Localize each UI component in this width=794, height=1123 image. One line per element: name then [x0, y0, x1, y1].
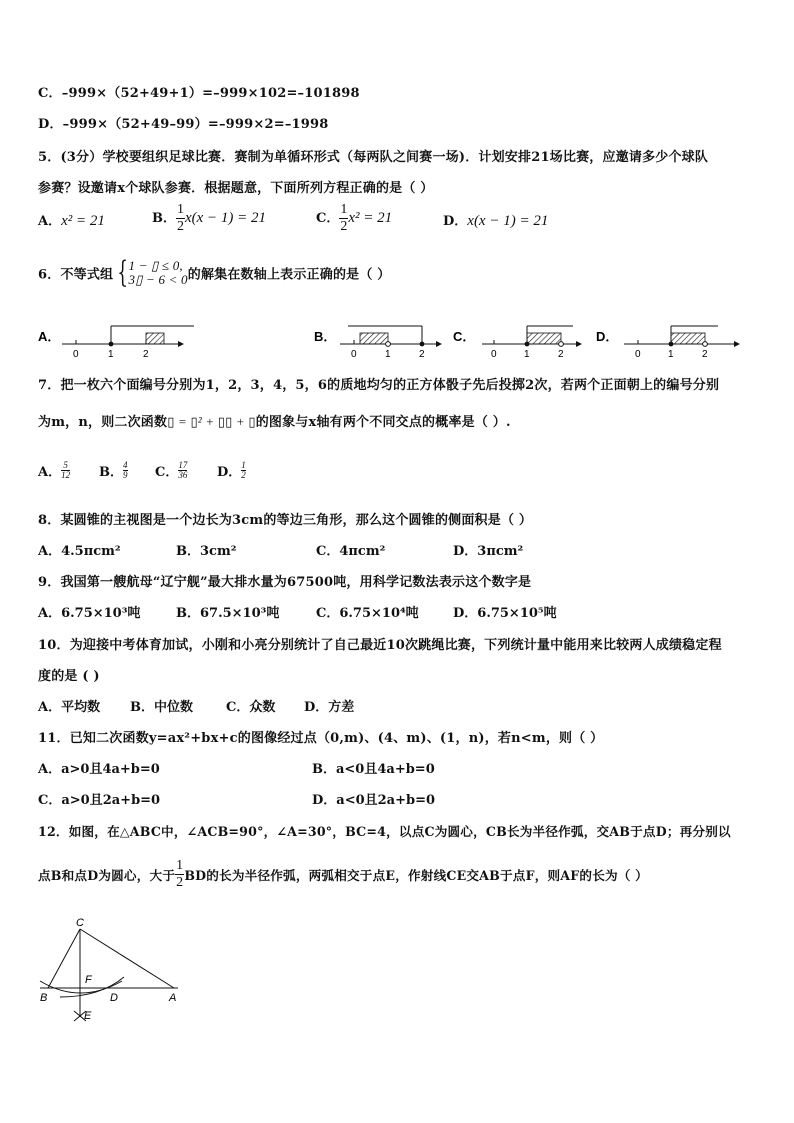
q5-option-b-fraction: $\frac{1}{2}$: [177, 202, 184, 234]
q11-option-c: C．a>0且2a+b=0: [38, 793, 161, 808]
q11-option-d: D．a<0且2a+b=0: [312, 793, 436, 808]
q5-option-a-label: A．: [38, 214, 62, 229]
tick-label: 2: [143, 349, 149, 360]
q10-option-d: D．方差: [304, 700, 355, 715]
q6-option-b-label: B．: [314, 329, 337, 344]
q12-stem-line2-prefix: 点B和点D为圆心，大于: [38, 868, 176, 883]
q4-option-c: C．–999×（52+49+1）=–999×102=–101898: [38, 86, 360, 101]
brace-icon: {: [117, 255, 129, 290]
q5-stem-line2: 参赛？设邀请x个球队参赛．根据题意，下面所列方程正确的是（ ）: [38, 181, 434, 196]
q11-stem: 11．已知二次函数y=ax²+bx+c的图像经过点（0,m)、(4、m)、(1，n)，若n<m，则（ ）: [38, 731, 604, 746]
q7-option-c: C． $\frac{17}{36}$: [155, 460, 188, 480]
q8-option-b: B．3cm²: [176, 544, 237, 559]
q8-stem: 8．某圆锥的主视图是一个边长为3cm的等边三角形，那么这个圆锥的侧面积是（ ）: [38, 513, 533, 528]
q6-option-d-numberline: [624, 326, 740, 360]
q6-option-c-label: C．: [453, 329, 476, 344]
q9-option-d: D．6.75×10⁵吨: [453, 606, 557, 621]
q5-option-c-label: C．: [316, 211, 340, 226]
q7-stem-line2-prefix: 为m，n，则二次函数: [38, 415, 168, 430]
q5-option-d-equation: x(x − 1) = 21: [467, 213, 549, 229]
arrow-right-icon: [576, 341, 582, 347]
q5-option-d: [443, 210, 548, 230]
q8-option-a: A．4.5πcm²: [38, 544, 121, 559]
tick-label: 0: [635, 349, 641, 360]
q10-option-a: A．平均数: [38, 700, 101, 715]
tick-label: 1: [524, 349, 530, 360]
tick-label: 1: [668, 349, 674, 360]
tick-label: 1: [385, 349, 391, 360]
arrow-right-icon: [178, 341, 184, 347]
label-b: B: [40, 992, 48, 1004]
q5-option-c: [316, 202, 392, 235]
q5-option-b-label: B．: [152, 211, 176, 226]
q6-system: [129, 259, 188, 287]
tick-label: 2: [558, 349, 564, 360]
q5-option-d-label: D．: [443, 214, 468, 229]
q7-option-b-fraction: $\frac{4}{9}$: [123, 460, 128, 480]
q5-option-b: [152, 202, 266, 235]
q11-option-a: A．a>0且4a+b=0: [38, 762, 160, 777]
q6-stem: [38, 255, 391, 290]
q7-stem-line1: 7．把一枚六个面编号分别为1，2，3，4，5，6的质地均匀的正方体骰子先后投掷2次，若两个正面朝上的编号分别: [38, 378, 720, 393]
tick-label: 0: [491, 349, 497, 360]
q10-option-c: C．众数: [226, 700, 276, 715]
q9-option-c: C．6.75×10⁴吨: [316, 606, 419, 621]
q5-option-b-equation: x(x − 1) = 21: [185, 210, 267, 226]
q7-stem-line2-suffix: 的图象与x轴有两个不同交点的概率是（ ）.: [255, 415, 511, 430]
q12-figure: [30, 915, 230, 1045]
triangle-side-cb: [48, 929, 80, 988]
q7-option-c-fraction: $\frac{17}{36}$: [178, 460, 188, 480]
q6-option-c-numberline: [482, 326, 582, 360]
q9-stem: 9．我国第一艘航母“辽宁舰”最大排水量为67500吨，用科学记数法表示这个数字是: [38, 575, 532, 590]
q12-stem-line2: [38, 858, 648, 891]
triangle-side-ca: [80, 929, 174, 988]
q8-option-c: C．4πcm²: [316, 544, 386, 559]
q10-stem-line1: 10．为迎接中考体育加试，小刚和小亮分别统计了自己最近10次跳绳比赛，下列统计量中能用来比较两人成绩稳定程: [38, 638, 722, 653]
q6-suffix: 的解集在数轴上表示正确的是（ ）: [187, 267, 391, 283]
q8-option-d: D．3πcm²: [453, 544, 524, 559]
q7-stem-line2: [38, 411, 511, 430]
label-f: F: [85, 974, 92, 986]
label-c: C: [76, 917, 84, 929]
q6-system-line1: 1 − ▯ ≤ 0,: [128, 258, 183, 273]
q12-stem-line2-suffix: BD的长为半径作弧，两弧相交于点E，作射线CE交AB于点F，则AF的长为（ ）: [184, 868, 648, 883]
q7-function: ▯ = ▯² + ▯▯ + ▯: [167, 414, 256, 429]
q10-option-b: B．中位数: [130, 700, 193, 715]
tick-label: 2: [702, 349, 708, 360]
q7-option-d-fraction: $\frac{1}{2}$: [241, 460, 246, 480]
q6-number-lines: [0, 322, 794, 362]
q5-option-a: [38, 210, 105, 230]
q7-option-a: A． $\frac{5}{12}$: [38, 460, 71, 480]
q6-option-a-label: A．: [38, 329, 61, 344]
label-e: E: [84, 1010, 92, 1022]
q6-option-a-numberline: [62, 326, 194, 360]
q12-fraction: $\frac{1}{2}$: [176, 858, 184, 890]
q9-option-a: A．6.75×10³吨: [38, 606, 141, 621]
label-a: A: [169, 992, 177, 1004]
tick-label: 0: [73, 349, 79, 360]
q11-option-b: B．a<0且4a+b=0: [312, 762, 435, 777]
q7-option-b: B． $\frac{4}{9}$: [99, 460, 128, 480]
q7-option-d: D． $\frac{1}{2}$: [217, 460, 246, 480]
q6-prefix: 6．不等式组: [38, 267, 114, 283]
q10-stem-line2: 度的是 ( ): [38, 669, 100, 684]
q6-option-d-label: D．: [596, 329, 619, 344]
q7-option-a-fraction: $\frac{5}{12}$: [61, 460, 71, 480]
tick-label: 1: [108, 349, 114, 360]
tick-label: 0: [351, 349, 357, 360]
arrow-right-icon: [734, 341, 740, 347]
tick-label: 2: [419, 349, 425, 360]
q5-stem-line1: 5．(3分）学校要组织足球比赛．赛制为单循环形式（每两队之间赛一场)．计划安排21场比赛，应邀请多少个球队: [38, 150, 709, 165]
q5-option-c-fraction: $\frac{1}{2}$: [340, 202, 348, 234]
q5-option-a-equation: x² = 21: [61, 213, 105, 229]
q12-stem-line1: 12．如图，在△ABC中，∠ACB=90°，∠A=30°，BC=4，以点C为圆心，CB长为半径作弧，交AB于点D；再分别以: [38, 824, 731, 839]
q6-system-line2: 3▯ − 6 < 0: [128, 272, 188, 287]
q4-option-d: D．–999×（52+49–99）=–999×2=–1998: [38, 117, 329, 132]
arrow-right-icon: [436, 341, 442, 347]
q9-option-b: B．67.5×10³吨: [176, 606, 280, 621]
q6-option-b-numberline: [340, 326, 442, 360]
label-d: D: [110, 992, 118, 1004]
q5-option-c-equation: x² = 21: [348, 210, 393, 226]
